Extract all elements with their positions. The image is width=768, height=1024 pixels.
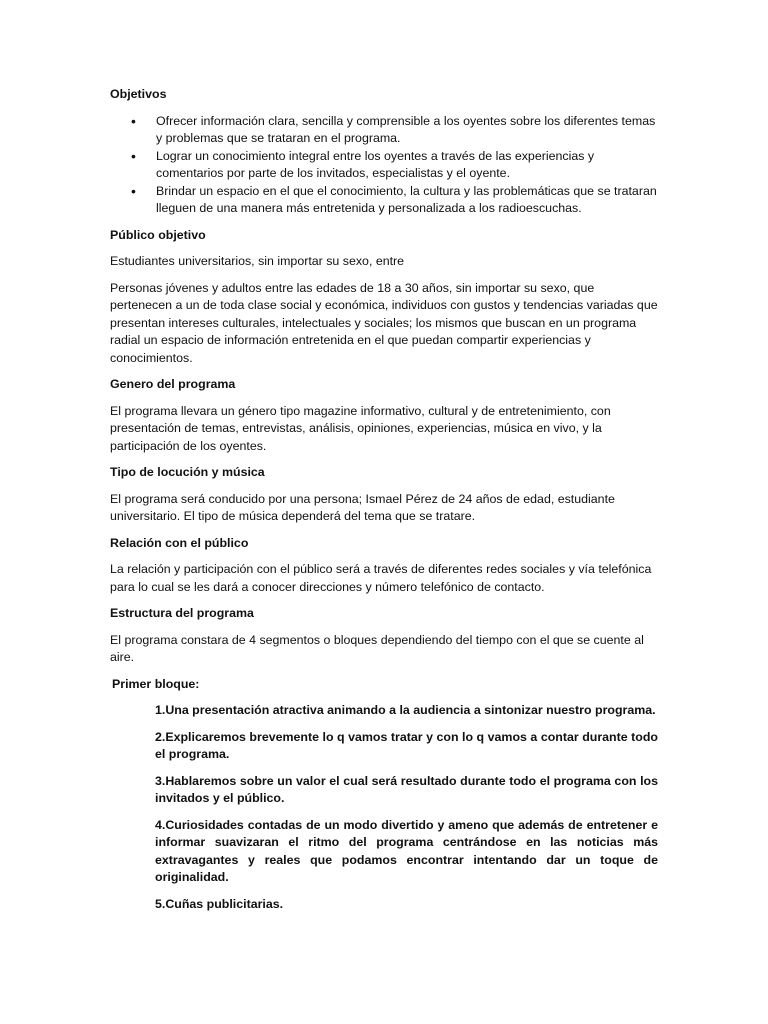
heading-publico-objetivo: Público objetivo xyxy=(110,227,206,242)
paragraph: La relación y participación con el público será a través de diferentes redes sociales y vía telefónica para lo cual se les dará a conocer direcciones y número telefónico de contacto. xyxy=(110,562,652,594)
list-item-text: Brindar un espacio en el que el conocimiento, la cultura y las problemáticas que se trataran lleguen de una manera más entretenida y personalizada a los radioescuchas. xyxy=(156,183,657,215)
numbered-item: 3.Hablaremos sobre un valor el cual será resultado durante todo el programa con los invitados y el público. xyxy=(155,773,658,805)
paragraph: El programa constara de 4 segmentos o bloques dependiendo del tiempo con el que se cuente al aire. xyxy=(110,632,644,664)
numbered-item: 4.Curiosidades contadas de un modo divertido y ameno que además de entretener e informar suavizaran el ritmo del programa centrándose en las noticias más extravagantes y reales que podamos encontrar intentando dar un toque de originalidad. xyxy=(155,817,658,884)
subheading-primer-bloque: Primer bloque: xyxy=(112,676,200,691)
list-item xyxy=(110,148,658,183)
numbered-item: 1.Una presentación atractiva animando a la audiencia a sintonizar nuestro programa. xyxy=(155,703,656,717)
objetivos-list xyxy=(110,113,658,218)
list-item xyxy=(110,113,658,148)
list-item-text: Lograr un conocimiento integral entre los oyentes a través de las experiencias y comentarios por parte de los invitados, especialistas y el oyente. xyxy=(156,148,595,180)
numbered-item: 5.Cuñas publicitarias. xyxy=(155,896,284,911)
document-page xyxy=(110,86,658,922)
list-item-text: Ofrecer información clara, sencilla y comprensible a los oyentes sobre los diferentes temas y problemas que se trataran en el programa. xyxy=(156,113,656,145)
paragraph: El programa llevara un género tipo magazine informativo, cultural y de entretenimiento, con presentación de temas, entrevistas, análisis, opiniones, experiencias, música en vivo, y la participación de los oyentes. xyxy=(110,403,611,453)
bullet-icon: • xyxy=(131,147,136,164)
paragraph: Estudiantes universitarios, sin importar su sexo, entre xyxy=(110,254,405,268)
bullet-icon: • xyxy=(131,182,136,199)
list-item xyxy=(110,183,658,218)
heading-estructura: Estructura del programa xyxy=(110,606,254,620)
heading-genero: Genero del programa xyxy=(110,377,236,391)
numbered-item: 2.Explicaremos brevemente lo q vamos tratar y con lo q vamos a contar durante todo el programa. xyxy=(155,729,658,761)
paragraph: Personas jóvenes y adultos entre las edades de 18 a 30 años, sin importar su sexo, que pertenecen a un de toda clase social y económica, individuos con gustos y tendencias variadas que presentan intereses culturales, intelectuales y sociales; los mismos que buscan en un programa radial un espacio de información entretenida en el que puedan compartir experiencias y conocimientos. xyxy=(110,280,658,365)
heading-locucion: Tipo de locución y música xyxy=(110,465,265,479)
heading-relacion: Relación con el público xyxy=(110,535,249,550)
paragraph: El programa será conducido por una persona; Ismael Pérez de 24 años de edad, estudiante universitario. El tipo de música dependerá del tema que se tratare. xyxy=(110,491,615,523)
bullet-icon: • xyxy=(131,112,136,129)
heading-objetivos: Objetivos xyxy=(110,87,167,101)
